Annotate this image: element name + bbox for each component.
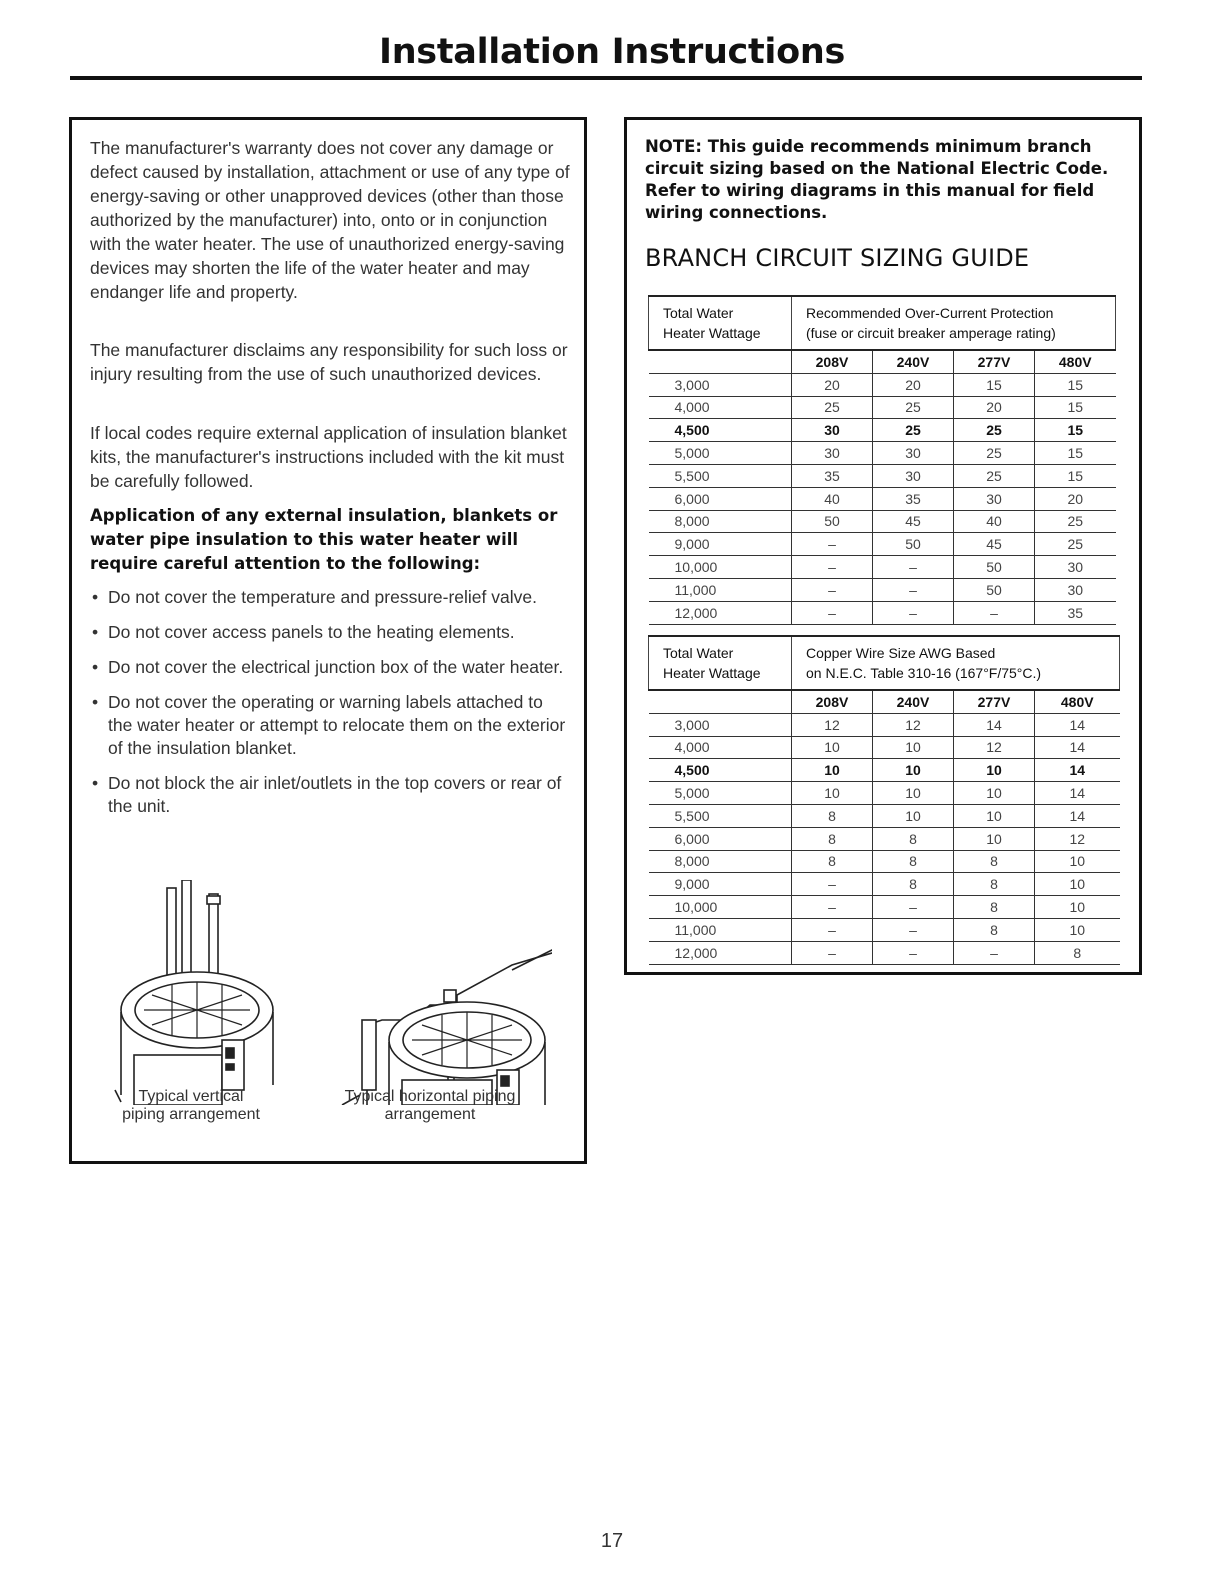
table1-wattage-cell: 5,500: [649, 464, 792, 487]
table2-wattage-cell: 8,000: [649, 850, 792, 873]
table1-wattage-cell: 6,000: [649, 487, 792, 510]
table1-row: [649, 556, 1116, 579]
table1-value-cell: 15: [1035, 419, 1116, 442]
table1-value-cell: 35: [873, 487, 954, 510]
caption-horizontal-line2: arrangement: [384, 1106, 476, 1123]
table2-value-cell: 12: [873, 713, 954, 736]
table1-value-cell: 25: [792, 396, 873, 419]
table2-voltage-cell: 277V: [954, 690, 1035, 713]
table2-value-cell: –: [792, 896, 873, 919]
table1-voltage-cell: 240V: [873, 350, 954, 373]
table2-wattage-cell: 12,000: [649, 941, 792, 964]
table1-value-cell: 45: [954, 533, 1035, 556]
table1-wattage-cell: 4,500: [649, 419, 792, 442]
table1-voltage-cell: 277V: [954, 350, 1035, 373]
copper-wire-size-table: [648, 635, 1120, 965]
table1-body: [649, 373, 1116, 624]
disclaimer-paragraph: The manufacturer disclaims any responsibility for such loss or injury resulting from the use of such unauthorized devices.: [90, 340, 568, 384]
table2-value-cell: 12: [954, 736, 1035, 759]
table1-value-cell: 30: [792, 419, 873, 442]
table2-value-cell: –: [792, 873, 873, 896]
table1-value-cell: 15: [954, 373, 1035, 396]
table1-value-cell: –: [873, 601, 954, 624]
table2-row: [649, 918, 1120, 941]
table2-value-cell: 10: [954, 804, 1035, 827]
table2-row: [649, 782, 1120, 805]
table2-row: [649, 827, 1120, 850]
table2-value-cell: 14: [1035, 736, 1120, 759]
table1-voltage-row: [649, 350, 1116, 373]
table1-value-cell: 50: [954, 556, 1035, 579]
table2-value-cell: 8: [792, 804, 873, 827]
table1-value-cell: 35: [1035, 601, 1116, 624]
table1-value-cell: 25: [873, 396, 954, 419]
table2-wattage-cell: 6,000: [649, 827, 792, 850]
table1-value-cell: –: [792, 556, 873, 579]
insulation-bullet-list: [90, 586, 572, 818]
table1-value-cell: 30: [1035, 556, 1116, 579]
table1-value-cell: –: [792, 533, 873, 556]
table2-value-cell: –: [792, 941, 873, 964]
table2-voltage-cell: 240V: [873, 690, 954, 713]
table1-header-row: [649, 296, 1116, 350]
table1-value-cell: 40: [792, 487, 873, 510]
table2-body: [649, 713, 1120, 964]
table2-wire-header: [792, 636, 1120, 690]
table1-row: [649, 442, 1116, 465]
table1-wattage-cell: 8,000: [649, 510, 792, 533]
table1-wattage-header-line2: Heater Wattage: [663, 325, 761, 341]
table2-value-cell: –: [954, 941, 1035, 964]
table1-wattage-header: [649, 296, 792, 350]
table2-wattage-header-line2: Heater Wattage: [663, 665, 761, 681]
table2-wattage-cell: 4,500: [649, 759, 792, 782]
table1-value-cell: 50: [792, 510, 873, 533]
table2-value-cell: 8: [792, 827, 873, 850]
table1-value-cell: 15: [1035, 442, 1116, 465]
table2-value-cell: 14: [1035, 804, 1120, 827]
table1-value-cell: –: [873, 578, 954, 601]
caption-horizontal-piping: [330, 1088, 530, 1124]
bullet-air-inlets: • Do not block the air inlet/outlets in the top covers or rear of the unit.: [90, 772, 572, 818]
table1-wattage-cell: 12,000: [649, 601, 792, 624]
table2-wattage-cell: 3,000: [649, 713, 792, 736]
table2-value-cell: 10: [792, 759, 873, 782]
table2-value-cell: –: [873, 896, 954, 919]
table1-wattage-header-line1: Total Water: [663, 305, 734, 321]
table2-voltage-blank: [649, 690, 792, 713]
table2-row: [649, 850, 1120, 873]
branch-circuit-box: [624, 117, 1142, 975]
table1-row: [649, 373, 1116, 396]
table2-value-cell: 10: [792, 782, 873, 805]
table2-header-row: [649, 636, 1120, 690]
table2-value-cell: 10: [954, 782, 1035, 805]
table2-value-cell: 10: [1035, 918, 1120, 941]
table1-value-cell: 25: [1035, 510, 1116, 533]
table1-value-cell: 30: [792, 442, 873, 465]
table2-value-cell: 8: [792, 850, 873, 873]
horizontal-piping-heater: [342, 950, 552, 1105]
table1-row: [649, 533, 1116, 556]
insulation-attention-heading: Application of any external insulation, blankets or water pipe insulation to this water heater will require careful attention to the following:: [90, 506, 558, 573]
caption-vertical-piping: [116, 1088, 266, 1124]
over-current-protection-table: [648, 295, 1116, 625]
table2-row: [649, 804, 1120, 827]
branch-circuit-heading: BRANCH CIRCUIT SIZING GUIDE: [645, 244, 1030, 272]
table2-wire-header-line2: on N.E.C. Table 310-16 (167°F/75°C.): [806, 665, 1042, 681]
table1-row: [649, 487, 1116, 510]
table2-wattage-cell: 10,000: [649, 896, 792, 919]
table1-row: [649, 396, 1116, 419]
table1-row: [649, 419, 1116, 442]
table2-wattage-cell: 5,500: [649, 804, 792, 827]
table2-value-cell: 10: [873, 759, 954, 782]
table1-protection-header-line1: Recommended Over-Current Protection: [806, 305, 1054, 321]
table2-value-cell: 12: [792, 713, 873, 736]
table2-wattage-cell: 4,000: [649, 736, 792, 759]
table1-protection-header: [792, 296, 1116, 350]
insulation-warning-box: [69, 117, 587, 1164]
table1-value-cell: 40: [954, 510, 1035, 533]
table1-value-cell: 25: [954, 419, 1035, 442]
table2-value-cell: 8: [1035, 941, 1120, 964]
table1-wattage-cell: 10,000: [649, 556, 792, 579]
bullet-labels: • Do not cover the operating or warning labels attached to the water heater or attempt to relocate them on the exterior of the insulation blanket.: [90, 691, 572, 760]
table1-value-cell: 20: [1035, 487, 1116, 510]
table2-row: [649, 873, 1120, 896]
table1-value-cell: –: [873, 556, 954, 579]
table1-value-cell: 35: [792, 464, 873, 487]
caption-horizontal-line1: Typical horizontal piping: [344, 1088, 516, 1105]
table2-voltage-cell: 480V: [1035, 690, 1120, 713]
table1-value-cell: 25: [1035, 533, 1116, 556]
vertical-piping-heater: [115, 880, 273, 1105]
table1-value-cell: 50: [873, 533, 954, 556]
table1-value-cell: 30: [873, 442, 954, 465]
table1-value-cell: 15: [1035, 396, 1116, 419]
title-rule: [70, 76, 1142, 80]
table2-row: [649, 736, 1120, 759]
table2-value-cell: 12: [1035, 827, 1120, 850]
table2-value-cell: 8: [954, 850, 1035, 873]
table1-value-cell: 30: [1035, 578, 1116, 601]
table1-voltage-cell: 208V: [792, 350, 873, 373]
table2-row: [649, 713, 1120, 736]
table2-value-cell: –: [792, 918, 873, 941]
table1-value-cell: 45: [873, 510, 954, 533]
table2-value-cell: 8: [954, 873, 1035, 896]
table2-row: [649, 896, 1120, 919]
table1-value-cell: 20: [954, 396, 1035, 419]
local-codes-paragraph: If local codes require external application of insulation blanket kits, the manufacturer's instructions included with the kit must be carefully followed.: [90, 423, 567, 491]
table2-wire-header-line1: Copper Wire Size AWG Based: [806, 645, 996, 661]
table2-value-cell: 8: [954, 896, 1035, 919]
table2-voltage-cell: 208V: [792, 690, 873, 713]
table2-value-cell: 8: [873, 827, 954, 850]
table2-voltage-row: [649, 690, 1120, 713]
table2-value-cell: 8: [873, 850, 954, 873]
table2-value-cell: 10: [873, 804, 954, 827]
table1-value-cell: 25: [954, 464, 1035, 487]
bullet-access-panels: • Do not cover access panels to the heating elements.: [90, 621, 572, 644]
table1-voltage-cell: 480V: [1035, 350, 1116, 373]
table2-value-cell: 14: [954, 713, 1035, 736]
water-heater-illustration: [112, 880, 552, 1105]
warranty-paragraph: The manufacturer's warranty does not cover any damage or defect caused by installation, attachment or use of any type of energy-saving or other unapproved devices (other than those authorized by the manufacturer) into, onto or in conjunction with the water heater. The use of unauthorized energy-saving devices may shorten the life of the water heater and may endanger life and property.: [90, 138, 570, 302]
table1-row: [649, 578, 1116, 601]
table2-value-cell: 8: [873, 873, 954, 896]
table2-row: [649, 941, 1120, 964]
table1-value-cell: 25: [873, 419, 954, 442]
table1-voltage-blank: [649, 350, 792, 373]
table2-wattage-cell: 11,000: [649, 918, 792, 941]
table1-wattage-cell: 9,000: [649, 533, 792, 556]
table1-value-cell: 20: [873, 373, 954, 396]
bullet-junction-box: • Do not cover the electrical junction box of the water heater.: [90, 656, 572, 679]
table1-value-cell: 25: [954, 442, 1035, 465]
table2-value-cell: 14: [1035, 713, 1120, 736]
table2-value-cell: 10: [1035, 850, 1120, 873]
table2-value-cell: 10: [873, 782, 954, 805]
table2-row: [649, 759, 1120, 782]
table2-value-cell: –: [873, 941, 954, 964]
table2-value-cell: 10: [1035, 873, 1120, 896]
table1-row: [649, 601, 1116, 624]
caption-vertical-line2: piping arrangement: [122, 1106, 260, 1123]
table1-wattage-cell: 4,000: [649, 396, 792, 419]
table1-value-cell: 30: [873, 464, 954, 487]
table2-value-cell: 10: [1035, 896, 1120, 919]
table1-wattage-cell: 5,000: [649, 442, 792, 465]
table1-value-cell: 20: [792, 373, 873, 396]
table1-protection-header-line2: (fuse or circuit breaker amperage rating): [806, 325, 1056, 341]
table2-wattage-cell: 5,000: [649, 782, 792, 805]
table2-wattage-header: [649, 636, 792, 690]
page-number: 17: [600, 1530, 624, 1552]
table1-value-cell: 30: [954, 487, 1035, 510]
table2-value-cell: 8: [954, 918, 1035, 941]
table1-wattage-cell: 3,000: [649, 373, 792, 396]
table2-wattage-header-line1: Total Water: [663, 645, 734, 661]
table2-value-cell: 14: [1035, 759, 1120, 782]
table1-value-cell: –: [792, 578, 873, 601]
page-title: Installation Instructions: [378, 32, 846, 72]
table1-row: [649, 464, 1116, 487]
table2-value-cell: 10: [954, 827, 1035, 850]
table1-value-cell: –: [954, 601, 1035, 624]
table1-value-cell: 50: [954, 578, 1035, 601]
table2-wattage-cell: 9,000: [649, 873, 792, 896]
bullet-relief-valve: • Do not cover the temperature and pressure-relief valve.: [90, 586, 572, 609]
caption-vertical-line1: Typical vertical: [138, 1088, 244, 1105]
table2-value-cell: 10: [873, 736, 954, 759]
table2-value-cell: –: [873, 918, 954, 941]
nec-note: NOTE: This guide recommends minimum branch circuit sizing based on the National Electric Code. Refer to wiring diagrams in this manual for field wiring connections.: [645, 137, 1109, 222]
table2-value-cell: 14: [1035, 782, 1120, 805]
table2-value-cell: 10: [792, 736, 873, 759]
table1-value-cell: 15: [1035, 373, 1116, 396]
table1-wattage-cell: 11,000: [649, 578, 792, 601]
table1-row: [649, 510, 1116, 533]
table1-value-cell: 15: [1035, 464, 1116, 487]
table1-value-cell: –: [792, 601, 873, 624]
table2-value-cell: 10: [954, 759, 1035, 782]
